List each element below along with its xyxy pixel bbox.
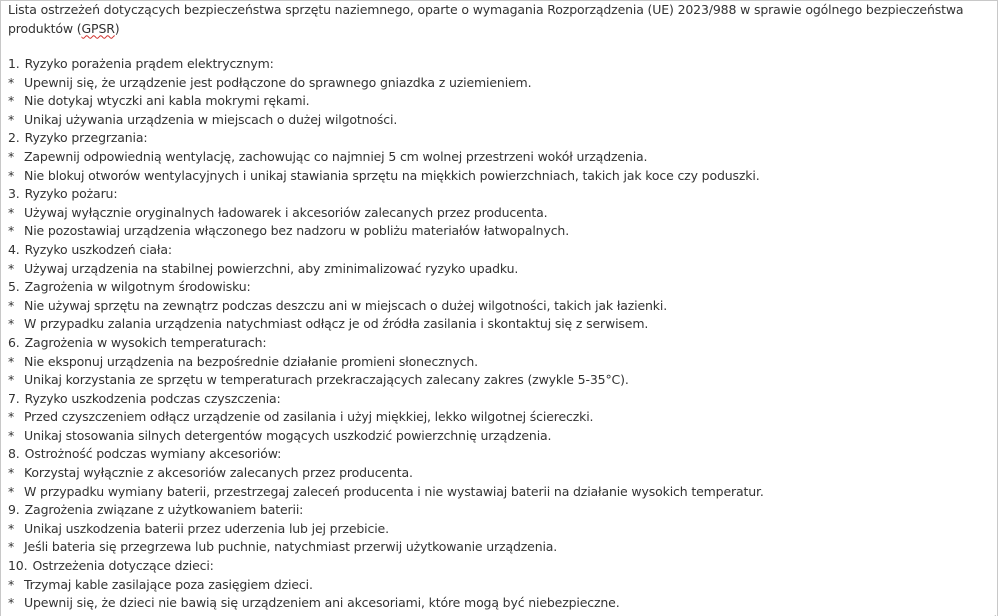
intro-paragraph: [8, 1, 983, 38]
line-text: Ostrzeżenia dotyczące dzieci:: [32, 558, 214, 574]
bullet-marker: *: [8, 409, 15, 425]
section-heading: [8, 501, 993, 520]
line-text: Trzymaj kable zasilające poza zasięgiem dzieci.: [24, 576, 313, 592]
line-text: Zagrożenia w wilgotnym środowisku:: [24, 279, 251, 295]
bullet-item: [8, 371, 993, 390]
bullet-item: [8, 297, 993, 316]
section-number: 4.: [8, 241, 20, 257]
bullet-item: [8, 464, 993, 483]
section-number: 5.: [8, 279, 20, 295]
section-heading: [8, 334, 993, 353]
line-text: Jeśli bateria się przegrzewa lub puchnie, natychmiast przerwij użytkowanie urządzenia.: [24, 539, 558, 555]
line-text: Ryzyko uszkodzenia podczas czyszczenia:: [24, 390, 281, 406]
bullet-item: [8, 260, 993, 279]
line-text: Upewnij się, że urządzenie jest podłączone do sprawnego gniazdka z uziemieniem.: [24, 74, 532, 90]
bullet-marker: *: [8, 316, 15, 332]
line-text: Unikaj korzystania ze sprzętu w temperaturach przekraczających zalecany zakres (zwykle 5-35°C).: [24, 372, 629, 388]
bullet-item: [8, 92, 993, 111]
intro-text-end: ): [114, 20, 120, 36]
line-text: Ryzyko przegrzania:: [24, 130, 148, 146]
section-number: 8.: [8, 446, 20, 462]
bullet-marker: *: [8, 111, 15, 127]
bullet-marker: *: [8, 427, 15, 443]
bullet-marker: *: [8, 595, 15, 611]
section-heading: [8, 55, 993, 74]
line-text: Unikaj stosowania silnych detergentów mogących uszkodzić powierzchnię urządzenia.: [24, 427, 552, 443]
bullet-marker: *: [8, 353, 15, 369]
bullet-item: [8, 538, 993, 557]
line-text: Ryzyko pożaru:: [24, 186, 118, 202]
bullet-item: [8, 167, 993, 186]
bullet-marker: *: [8, 297, 15, 313]
bullet-item: [8, 222, 993, 241]
section-heading: [8, 445, 993, 464]
section-heading: [8, 557, 993, 576]
misspelled-word: GPSR: [81, 20, 115, 36]
line-text: Zagrożenia związane z użytkowaniem baterii:: [24, 502, 304, 518]
bullet-marker: *: [8, 372, 15, 388]
line-text: Unikaj używania urządzenia w miejscach o dużej wilgotności.: [24, 111, 398, 127]
bullet-marker: *: [8, 148, 15, 164]
bullet-marker: *: [8, 74, 15, 90]
bullet-item: [8, 148, 993, 167]
line-text: W przypadku zalania urządzenia natychmiast odłącz je od źródła zasilania i skontaktuj się z serwisem.: [24, 316, 649, 332]
line-text: Ostrożność podczas wymiany akcesoriów:: [24, 446, 282, 462]
line-text: W przypadku wymiany baterii, przestrzegaj zaleceń producenta i nie wystawiaj baterii na działanie wysokich temperatur.: [24, 483, 764, 499]
resize-handle-icon[interactable]: [988, 608, 996, 616]
section-number: 9.: [8, 502, 20, 518]
line-text: Nie eksponuj urządzenia na bezpośrednie działanie promieni słonecznych.: [24, 353, 478, 369]
bullet-marker: *: [8, 520, 15, 536]
bullet-item: [8, 111, 993, 130]
line-text: Zapewnij odpowiednią wentylację, zachowując co najmniej 5 cm wolnej przestrzeni wokół urządzenia.: [24, 148, 648, 164]
line-text: Nie używaj sprzętu na zewnątrz podczas deszczu ani w miejscach o dużej wilgotności, takich jak łazienki.: [24, 297, 668, 313]
bullet-item: [8, 520, 993, 539]
line-text: Upewnij się, że dzieci nie bawią się urządzeniem ani akcesoriami, które mogą być niebezpieczne.: [24, 595, 620, 611]
bullet-item: [8, 315, 993, 334]
section-number: 1.: [8, 56, 20, 71]
bullet-marker: *: [8, 465, 15, 481]
intro-text: Lista ostrzeżeń dotyczących bezpieczeństwa sprzętu naziemnego, oparte o wymagania Rozporządzenia (UE) 2023/988 w sprawie ogólnego bezpieczeństwa produktów (: [8, 2, 964, 36]
line-text: Ryzyko porażenia prądem elektrycznym:: [24, 56, 274, 71]
bullet-marker: *: [8, 483, 15, 499]
bullet-marker: *: [8, 93, 15, 109]
warning-list: [8, 55, 993, 613]
bullet-item: [8, 353, 993, 372]
bullet-item: [8, 483, 993, 502]
bullet-marker: *: [8, 260, 15, 276]
line-text: Nie pozostawiaj urządzenia włączonego bez nadzoru w pobliżu materiałów łatwopalnych.: [24, 223, 570, 239]
bullet-item: [8, 594, 993, 613]
section-heading: [8, 278, 993, 297]
section-heading: [8, 185, 993, 204]
line-text: Używaj wyłącznie oryginalnych ładowarek i akcesoriów zalecanych przez producenta.: [24, 204, 548, 220]
bullet-marker: *: [8, 223, 15, 239]
section-heading: [8, 390, 993, 409]
bullet-item: [8, 576, 993, 595]
line-text: Korzystaj wyłącznie z akcesoriów zalecanych przez producenta.: [24, 465, 413, 481]
section-number: 2.: [8, 130, 20, 146]
line-text: Nie blokuj otworów wentylacyjnych i unikaj stawiania sprzętu na miękkich powierzchniach, takich jak koce czy poduszki.: [24, 167, 760, 183]
section-heading: [8, 129, 993, 148]
line-text: Nie dotykaj wtyczki ani kabla mokrymi rękami.: [24, 93, 310, 109]
section-number: 10.: [8, 558, 28, 574]
bullet-item: [8, 204, 993, 223]
section-number: 6.: [8, 334, 20, 350]
line-text: Unikaj uszkodzenia baterii przez uderzenia lub jej przebicie.: [24, 520, 389, 536]
bullet-item: [8, 427, 993, 446]
bullet-marker: *: [8, 204, 15, 220]
section-number: 3.: [8, 186, 20, 202]
line-text: Używaj urządzenia na stabilnej powierzchni, aby zminimalizować ryzyko upadku.: [24, 260, 519, 276]
section-number: 7.: [8, 390, 20, 406]
bullet-item: [8, 408, 993, 427]
line-text: Przed czyszczeniem odłącz urządzenie od zasilania i użyj miękkiej, lekko wilgotnej ściereczki.: [24, 409, 594, 425]
bullet-item: [8, 74, 993, 93]
line-text: Ryzyko uszkodzeń ciała:: [24, 241, 172, 257]
bullet-marker: *: [8, 539, 15, 555]
section-heading: [8, 241, 993, 260]
bullet-marker: *: [8, 167, 15, 183]
line-text: Zagrożenia w wysokich temperaturach:: [24, 334, 267, 350]
bullet-marker: *: [8, 576, 15, 592]
